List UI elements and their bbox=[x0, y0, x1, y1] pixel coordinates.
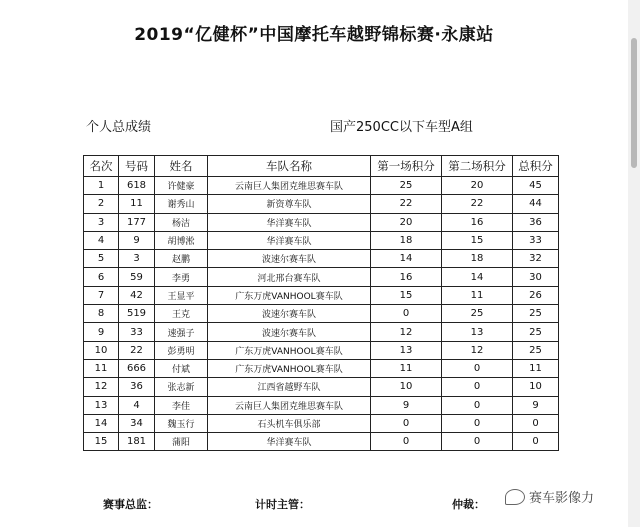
results-table bbox=[83, 155, 559, 451]
scrollbar-thumb[interactable] bbox=[631, 38, 637, 168]
cell-race2-points: 25 bbox=[442, 305, 513, 323]
cell-rank: 2 bbox=[84, 195, 119, 213]
cell-rank: 11 bbox=[84, 359, 119, 377]
watermark-text: 赛车影像力 bbox=[529, 491, 595, 506]
table-row bbox=[84, 396, 559, 414]
cell-number: 59 bbox=[119, 268, 155, 286]
cell-rank: 7 bbox=[84, 286, 119, 304]
cell-race2-points: 15 bbox=[442, 231, 513, 249]
table-row bbox=[84, 341, 559, 359]
cell-number: 36 bbox=[119, 378, 155, 396]
cell-race2-points: 0 bbox=[442, 378, 513, 396]
cell-race1-points: 20 bbox=[371, 213, 442, 231]
timing-signature-label: 计时主管： bbox=[255, 498, 310, 511]
header-name: 姓名 bbox=[155, 156, 208, 177]
table-row bbox=[84, 195, 559, 213]
cell-team: 波速尔赛车队 bbox=[208, 305, 371, 323]
cell-team: 华洋赛车队 bbox=[208, 433, 371, 451]
cell-number: 181 bbox=[119, 433, 155, 451]
cell-name: 胡博淞 bbox=[155, 231, 208, 249]
cell-race1-points: 13 bbox=[371, 341, 442, 359]
cell-number: 666 bbox=[119, 359, 155, 377]
cell-total-points: 0 bbox=[513, 433, 559, 451]
cell-total-points: 45 bbox=[513, 177, 559, 195]
header-team: 车队名称 bbox=[208, 156, 371, 177]
cell-race2-points: 11 bbox=[442, 286, 513, 304]
table-row bbox=[84, 268, 559, 286]
cell-number: 618 bbox=[119, 177, 155, 195]
cell-race1-points: 15 bbox=[371, 286, 442, 304]
cell-name: 李勇 bbox=[155, 268, 208, 286]
page-title: 2019“亿健杯”中国摩托车越野锦标赛·永康站 bbox=[134, 25, 494, 45]
table-row bbox=[84, 231, 559, 249]
cell-total-points: 32 bbox=[513, 250, 559, 268]
header-number: 号码 bbox=[119, 156, 155, 177]
header-race1-points: 第一场积分 bbox=[371, 156, 442, 177]
cell-race2-points: 12 bbox=[442, 341, 513, 359]
cell-team: 石头机车俱乐部 bbox=[208, 414, 371, 432]
cell-race1-points: 25 bbox=[371, 177, 442, 195]
header-race2-points: 第二场积分 bbox=[442, 156, 513, 177]
table-row bbox=[84, 177, 559, 195]
cell-rank: 3 bbox=[84, 213, 119, 231]
watermark bbox=[505, 487, 594, 506]
cell-race1-points: 9 bbox=[371, 396, 442, 414]
cell-rank: 5 bbox=[84, 250, 119, 268]
cell-number: 519 bbox=[119, 305, 155, 323]
table-row bbox=[84, 414, 559, 432]
cell-rank: 1 bbox=[84, 177, 119, 195]
cell-number: 11 bbox=[119, 195, 155, 213]
cell-total-points: 26 bbox=[513, 286, 559, 304]
cell-name: 付斌 bbox=[155, 359, 208, 377]
cell-number: 33 bbox=[119, 323, 155, 341]
cell-race2-points: 0 bbox=[442, 359, 513, 377]
cell-total-points: 9 bbox=[513, 396, 559, 414]
cell-number: 4 bbox=[119, 396, 155, 414]
cell-team: 广东万虎VANHOOL赛车队 bbox=[208, 286, 371, 304]
cell-rank: 13 bbox=[84, 396, 119, 414]
cell-total-points: 36 bbox=[513, 213, 559, 231]
cell-rank: 15 bbox=[84, 433, 119, 451]
cell-total-points: 0 bbox=[513, 414, 559, 432]
cell-number: 22 bbox=[119, 341, 155, 359]
cell-name: 张志新 bbox=[155, 378, 208, 396]
table-row bbox=[84, 286, 559, 304]
cell-race1-points: 18 bbox=[371, 231, 442, 249]
cell-team: 云南巨人集团克维思赛车队 bbox=[208, 177, 371, 195]
results-category-label: 个人总成绩 bbox=[86, 120, 152, 135]
wechat-icon bbox=[505, 489, 525, 505]
chief-signature-label: 赛事总监： bbox=[103, 498, 158, 511]
cell-name: 谢秀山 bbox=[155, 195, 208, 213]
cell-race2-points: 0 bbox=[442, 396, 513, 414]
cell-race2-points: 0 bbox=[442, 414, 513, 432]
cell-race2-points: 18 bbox=[442, 250, 513, 268]
referee-signature-label: 仲裁： bbox=[452, 498, 485, 511]
cell-race1-points: 12 bbox=[371, 323, 442, 341]
cell-total-points: 30 bbox=[513, 268, 559, 286]
cell-team: 华洋赛车队 bbox=[208, 231, 371, 249]
cell-race1-points: 16 bbox=[371, 268, 442, 286]
cell-total-points: 10 bbox=[513, 378, 559, 396]
table-row bbox=[84, 213, 559, 231]
cell-team: 云南巨人集团克维思赛车队 bbox=[208, 396, 371, 414]
cell-rank: 10 bbox=[84, 341, 119, 359]
cell-race2-points: 14 bbox=[442, 268, 513, 286]
cell-team: 波速尔赛车队 bbox=[208, 323, 371, 341]
cell-race1-points: 14 bbox=[371, 250, 442, 268]
cell-total-points: 25 bbox=[513, 323, 559, 341]
header-rank: 名次 bbox=[84, 156, 119, 177]
cell-total-points: 25 bbox=[513, 341, 559, 359]
cell-race2-points: 0 bbox=[442, 433, 513, 451]
cell-rank: 9 bbox=[84, 323, 119, 341]
cell-race1-points: 11 bbox=[371, 359, 442, 377]
cell-team: 波速尔赛车队 bbox=[208, 250, 371, 268]
cell-rank: 8 bbox=[84, 305, 119, 323]
cell-number: 177 bbox=[119, 213, 155, 231]
cell-number: 3 bbox=[119, 250, 155, 268]
cell-total-points: 25 bbox=[513, 305, 559, 323]
cell-name: 彭勇明 bbox=[155, 341, 208, 359]
cell-team: 江西省越野车队 bbox=[208, 378, 371, 396]
table-row bbox=[84, 359, 559, 377]
cell-race2-points: 20 bbox=[442, 177, 513, 195]
cell-number: 42 bbox=[119, 286, 155, 304]
cell-total-points: 11 bbox=[513, 359, 559, 377]
cell-total-points: 33 bbox=[513, 231, 559, 249]
cell-name: 王克 bbox=[155, 305, 208, 323]
cell-team: 河北邢台赛车队 bbox=[208, 268, 371, 286]
cell-race2-points: 16 bbox=[442, 213, 513, 231]
class-group-label: 国产250CC以下车型A组 bbox=[330, 120, 473, 135]
table-row bbox=[84, 323, 559, 341]
cell-name: 许健豪 bbox=[155, 177, 208, 195]
cell-name: 赵鹏 bbox=[155, 250, 208, 268]
cell-name: 杨洁 bbox=[155, 213, 208, 231]
cell-rank: 14 bbox=[84, 414, 119, 432]
cell-name: 王显平 bbox=[155, 286, 208, 304]
cell-race1-points: 10 bbox=[371, 378, 442, 396]
cell-team: 华洋赛车队 bbox=[208, 213, 371, 231]
cell-total-points: 44 bbox=[513, 195, 559, 213]
cell-race1-points: 0 bbox=[371, 305, 442, 323]
cell-number: 9 bbox=[119, 231, 155, 249]
cell-team: 广东万虎VANHOOL赛车队 bbox=[208, 359, 371, 377]
cell-rank: 6 bbox=[84, 268, 119, 286]
cell-name: 李佳 bbox=[155, 396, 208, 414]
cell-number: 34 bbox=[119, 414, 155, 432]
cell-name: 蒲阳 bbox=[155, 433, 208, 451]
vertical-scrollbar[interactable] bbox=[628, 0, 640, 527]
cell-race2-points: 22 bbox=[442, 195, 513, 213]
table-row bbox=[84, 305, 559, 323]
cell-race1-points: 0 bbox=[371, 433, 442, 451]
header-total-points: 总积分 bbox=[513, 156, 559, 177]
cell-race1-points: 22 bbox=[371, 195, 442, 213]
cell-rank: 12 bbox=[84, 378, 119, 396]
cell-team: 广东万虎VANHOOL赛车队 bbox=[208, 341, 371, 359]
table-row bbox=[84, 433, 559, 451]
cell-name: 速强子 bbox=[155, 323, 208, 341]
cell-race1-points: 0 bbox=[371, 414, 442, 432]
table-row bbox=[84, 378, 559, 396]
cell-name: 魏玉行 bbox=[155, 414, 208, 432]
cell-race2-points: 13 bbox=[442, 323, 513, 341]
table-row bbox=[84, 250, 559, 268]
table-header-row bbox=[84, 156, 559, 177]
cell-team: 新资尊车队 bbox=[208, 195, 371, 213]
cell-rank: 4 bbox=[84, 231, 119, 249]
